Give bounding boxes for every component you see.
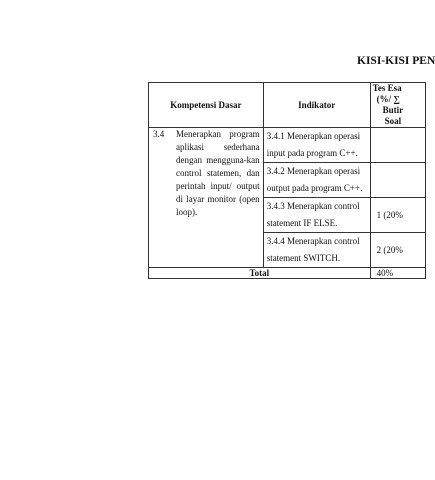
tes-cell bbox=[370, 163, 425, 198]
header-tes-line2: (%/ ∑ bbox=[376, 94, 400, 104]
header-kompetensi-dasar: Kompetensi Dasar bbox=[149, 83, 264, 128]
indikator-text: 3.4.2 Menerapkan operasi output pada program C++. bbox=[266, 166, 363, 193]
indikator-text: 3.4.3 Menerapkan control statement IF ELSE. bbox=[266, 201, 360, 228]
header-indikator: Indikator bbox=[263, 83, 370, 128]
indikator-text: 3.4.1 Menerapkan operasi input pada program C++. bbox=[266, 131, 361, 158]
tes-cell: 1 (20% bbox=[370, 198, 425, 233]
indikator-text: 3.4.4 Menerapkan control statement SWITCH. bbox=[266, 236, 360, 263]
indikator-cell bbox=[263, 233, 370, 268]
document-title: KISI-KISI PEN bbox=[357, 55, 435, 67]
header-row bbox=[149, 83, 426, 128]
total-label: Total bbox=[149, 268, 371, 279]
kompetensi-dasar-cell bbox=[149, 128, 264, 268]
header-tes-line1: Tes Esa bbox=[372, 83, 402, 93]
tes-cell: 2 (20% bbox=[370, 233, 425, 268]
tes-cell bbox=[370, 128, 425, 163]
kd-number: 3.4 bbox=[153, 129, 165, 139]
indikator-cell bbox=[263, 163, 370, 198]
header-tes-line3: Butir bbox=[382, 105, 404, 115]
indikator-cell bbox=[263, 198, 370, 233]
header-tes-esai bbox=[370, 83, 425, 128]
indikator-cell bbox=[263, 128, 370, 163]
table-row bbox=[149, 128, 426, 163]
kd-description: Menerapkan program aplikasi sederhana dengan mengguna-kan control statemen, dan perintah input/ output di layar monitor (open loop). bbox=[176, 129, 260, 217]
header-tes-line4: Soal bbox=[384, 116, 402, 126]
kisi-kisi-table bbox=[148, 82, 426, 279]
total-row bbox=[149, 268, 426, 279]
total-value: 40% bbox=[370, 268, 425, 279]
